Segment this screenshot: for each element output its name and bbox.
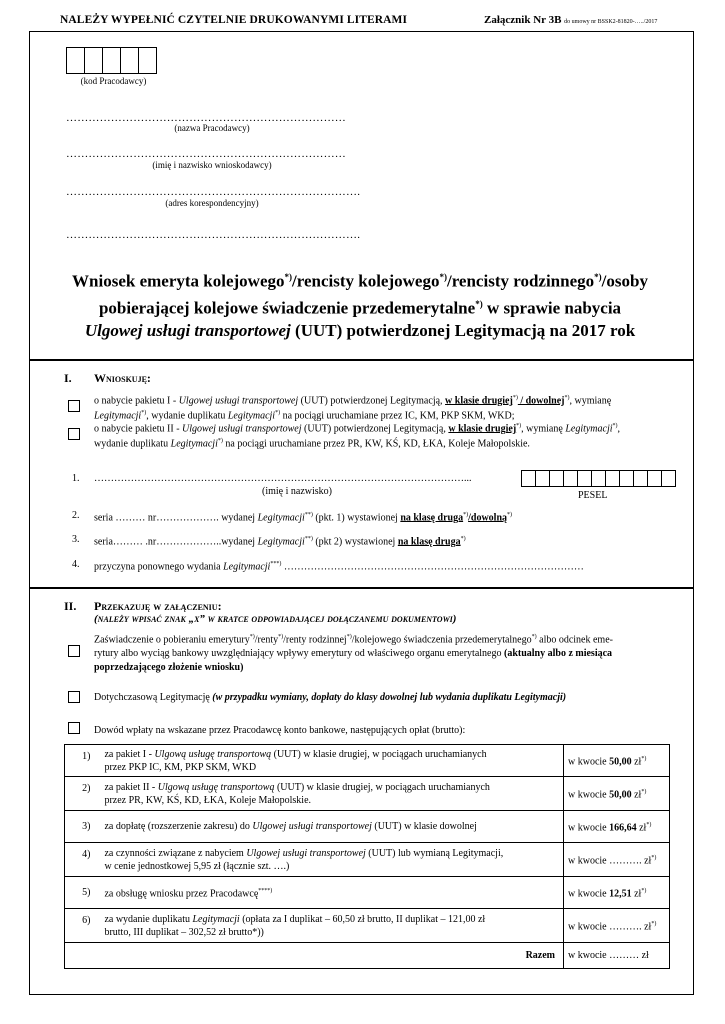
fees-table: [64, 744, 670, 969]
fee-amount-field[interactable]: w kwocie ………. zł*): [564, 909, 670, 943]
field-3-number: 3.: [72, 534, 80, 545]
attachment-label: Załącznik Nr 3B do umowy nr BSSK2-81820-…../2017: [484, 14, 658, 26]
field-1-number: 1.: [72, 473, 80, 484]
table-row: 2) za pakiet II - Ulgową usługę transportową (UUT) w klasie drugiej, w pociągach uruchamianych przez PR, KW, KŚ, KD, ŁKA, Koleje Małopolskie. w kwocie 50,00 zł*): [65, 777, 670, 811]
fee-amount-field[interactable]: w kwocie ………. zł*): [564, 843, 670, 877]
full-name-field[interactable]: …………………………………………………………………………………………………...: [94, 473, 472, 484]
table-row: 1) za pakiet I - Ulgową usługę transportową (UUT) w klasie drugiej, w pociągach uruchamianych przez PKP IC, KM, PKP SKM, WKD w kwocie 50,00 zł*): [65, 745, 670, 777]
employer-name-field[interactable]: …………………………………………………………………: [66, 112, 346, 124]
pension-certificate-text: Zaświadczenie o pobieraniu emerytury*)/renty*)/renty rodzinnej*)/kolejowego świadczenia przedemerytalnego*) albo odcinek eme- rytury albo wyciąg bankowy uwzględniający wpływy emerytury od właściwego organu emerytalnego (aktualny albo z miesiąca poprzedzającego złożenie wniosku): [94, 634, 613, 674]
section-1-heading: Wnioskuję:: [94, 371, 151, 385]
fee-amount: w kwocie 50,00 zł*): [564, 777, 670, 811]
section-1-number: I.: [64, 371, 72, 385]
package-2-checkbox[interactable]: [68, 428, 80, 440]
pesel-caption: PESEL: [578, 490, 608, 501]
section-2-heading: Przekazuję w załączeniu:: [94, 599, 222, 613]
employer-code-field[interactable]: [66, 47, 157, 74]
total-label: Razem: [65, 943, 564, 969]
package-2-text: o nabycie pakietu II - Ulgowej usługi transportowej (UUT) potwierdzonej Legitymacją, w klasie drugiej*), wymianę Legitymacji*), wydanie duplikatu Legitymacji*) na pociągi uruchamiane przez PR, KW, KŚ, KD, ŁKA, Koleje Małopolskie.: [94, 423, 621, 450]
applicant-name-field[interactable]: …………………………………………………………………: [66, 148, 346, 160]
address-caption: (adres korespondencyjny): [165, 198, 259, 208]
fee-amount: w kwocie 12,51 zł*): [564, 877, 670, 909]
employer-name-caption: (nazwa Pracodawcy): [174, 123, 250, 133]
previous-id-checkbox[interactable]: [68, 691, 80, 703]
address-field[interactable]: …………………………………………………………………….: [66, 186, 361, 198]
section-2-number: II.: [64, 599, 77, 613]
employer-code-caption: (kod Pracodawcy): [80, 76, 147, 86]
divider: [29, 359, 694, 361]
series-number-field-2[interactable]: seria……… .nr………………..wydanej Legitymacji**) (pkt 2) wystawionej na klasę druga*): [94, 536, 466, 548]
previous-id-text: Dotychczasową Legitymację (w przypadku wymiany, dopłaty do klasy dowolnej lub wydania duplikatu Legitymacji): [94, 692, 567, 703]
package-1-checkbox[interactable]: [68, 400, 80, 412]
page-instruction: NALEŻY WYPEŁNIĆ CZYTELNIE DRUKOWANYMI LITERAMI: [60, 14, 408, 26]
total-amount-field[interactable]: w kwocie ……… zł: [564, 943, 670, 969]
package-1-text: o nabycie pakietu I - Ulgowej usługi transportowej (UUT) potwierdzonej Legitymacją, w klasie drugiej*) / dowolnej*), wymianę Legitymacji*), wydanie duplikatu Legitymacji*) na pociągi uruchamiane przez IC, KM, PKP SKM, WKD;: [94, 395, 612, 422]
table-row-total: [65, 943, 670, 969]
address-field-2[interactable]: …………………………………………………………………….: [66, 229, 361, 241]
reissue-reason-field[interactable]: przyczyna ponownego wydania Legitymacji***) ………………………………………………………………………………: [94, 561, 584, 573]
applicant-name-caption: (imię i nazwisko wnioskodawcy): [152, 160, 272, 170]
table-row: 5) za obsługę wniosku przez Pracodawcę****) w kwocie 12,51 zł*): [65, 877, 670, 909]
field-4-number: 4.: [72, 559, 80, 570]
full-name-caption: (imię i nazwisko): [262, 486, 332, 497]
fee-amount: w kwocie 50,00 zł*): [564, 745, 670, 777]
pension-certificate-checkbox[interactable]: [68, 645, 80, 657]
form-title: Wniosek emeryta kolejowego*)/rencisty kolejowego*)/rencisty rodzinnego*)/osoby pobierającej kolejowe świadczenie przedemerytalne*) w sprawie nabycia Ulgowej usługi transportowej (UUT) potwierdzonej Legitymacją na 2017 rok: [72, 271, 648, 341]
table-row: 4) za czynności związane z nabyciem Ulgowej usługi transportowej (UUT) lub wymianą Legitymacji, w cenie jednostkowej 5,95 zł (łącznie szt. ….) w kwocie ………. zł*): [65, 843, 670, 877]
fee-amount: w kwocie 166,64 zł*): [564, 811, 670, 843]
table-row: 6) za wydanie duplikatu Legitymacji (opłata za I duplikat – 60,50 zł brutto, II duplikat – 121,00 zł brutto, III duplikat – 302,52 zł brutto*)) w kwocie ………. zł*): [65, 909, 670, 943]
pesel-field[interactable]: [521, 470, 676, 487]
section-2-instruction: (należy wpisać znak „x” w kratce odpowiadającej dołączanemu dokumentowi): [94, 613, 457, 625]
payment-proof-text: Dowód wpłaty na wskazane przez Pracodawcę konto bankowe, następujących opłat (brutto):: [94, 725, 466, 736]
payment-proof-checkbox[interactable]: [68, 722, 80, 734]
table-row: 3) za dopłatę (rozszerzenie zakresu) do Ulgowej usługi transportowej (UUT) w klasie dowolnej w kwocie 166,64 zł*): [65, 811, 670, 843]
divider: [29, 587, 694, 589]
field-2-number: 2.: [72, 510, 80, 521]
series-number-field-1[interactable]: seria ……… nr………………. wydanej Legitymacji**) (pkt. 1) wystawionej na klasę druga*)/dowolną*): [94, 512, 513, 524]
